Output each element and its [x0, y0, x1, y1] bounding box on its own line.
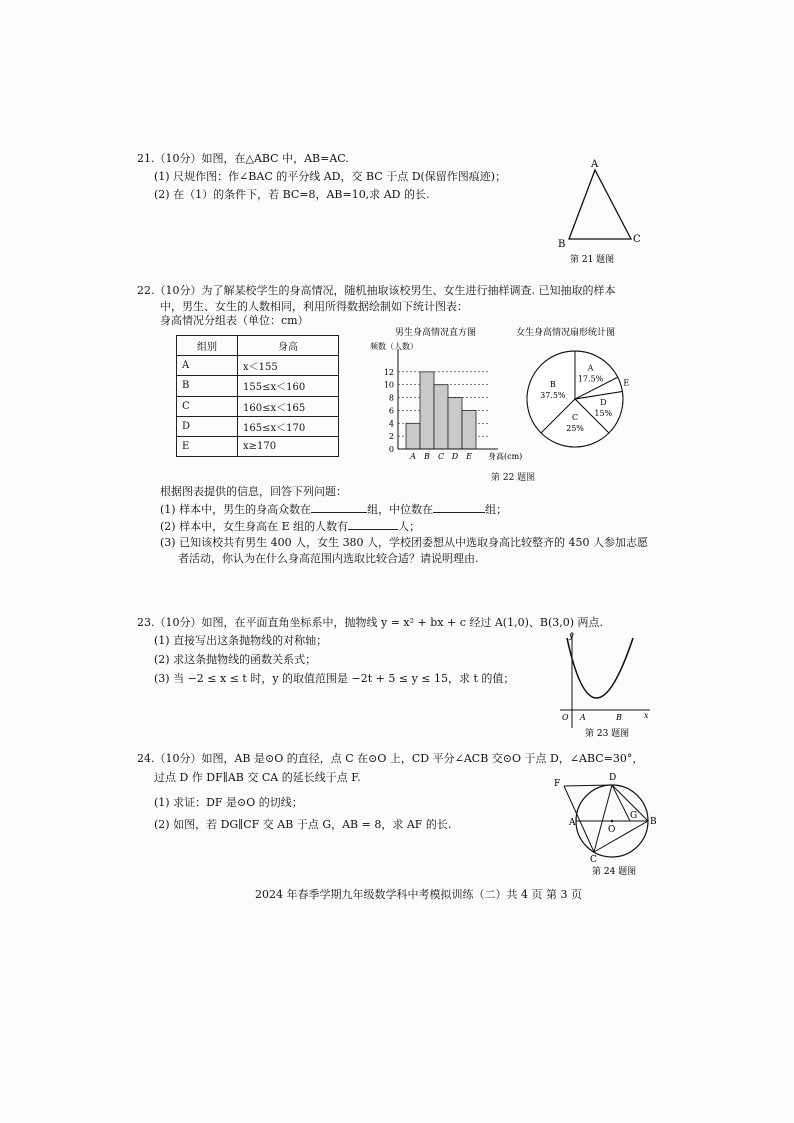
histogram-xlabel: 身高(cm) [488, 452, 523, 461]
q23-parabola-figure [555, 628, 655, 740]
x-tick-label: C [437, 452, 445, 461]
histogram-ylabel: 频数（人数） [370, 342, 418, 351]
q24-circle-figure [550, 768, 660, 880]
label-b: B [616, 713, 622, 722]
q22-part2: (2) 样本中，女生身高在 E 组的人数有 人； [160, 520, 421, 533]
q22-part1: (1) 样本中，男生的身高众数在 组，中位数在 组； [160, 503, 508, 516]
table-row: B 155≤x＜160 [177, 376, 339, 396]
parabola-curve [567, 638, 633, 698]
q22-part3-cont: 者活动，你认为在什么身高范围内选取比较合适？请说明理由. [178, 552, 479, 565]
table-row: C 160≤x＜165 [177, 396, 339, 416]
q23-part2: (2) 求这条抛物线的函数关系式； [154, 653, 317, 666]
label-y: y [569, 631, 574, 640]
table-header-height: 身高 [238, 336, 339, 356]
pie-percent-A: 17.5% [577, 374, 604, 384]
line-dg [612, 785, 630, 821]
q22-heading-cont: 中，男生、女生的人数相同，利用所得数据绘制如下统计图表： [160, 300, 468, 313]
label-o: O [562, 713, 569, 722]
q21-triangle-figure [550, 155, 650, 267]
table-header-row [177, 336, 339, 356]
y-tick-label: 2 [388, 432, 394, 442]
q21-heading: 21.（10分）如图，在△ABC 中，AB=AC. [137, 152, 349, 165]
label-o: O [608, 825, 616, 835]
label-b: B [650, 817, 657, 827]
table-header-group: 组别 [177, 336, 238, 356]
answer-blank[interactable] [433, 502, 485, 513]
label-d: D [609, 773, 617, 783]
y-tick-label: 6 [388, 406, 394, 416]
pie-label-A: A [587, 363, 594, 373]
male-height-histogram [360, 322, 523, 462]
triangle-abc [569, 170, 631, 239]
table-row: D 165≤x＜170 [177, 416, 339, 436]
histogram-title: 男生身高情况直方图 [395, 328, 477, 338]
label-b: B [558, 239, 566, 250]
q24-part1: (1) 求证：DF 是⊙O 的切线； [154, 796, 303, 809]
table-row: A x＜155 [177, 356, 339, 376]
q21-caption: 第 21 题图 [570, 255, 615, 265]
q22-intro: 根据图表提供的信息，回答下列问题： [160, 485, 347, 498]
q21-part2: (2) 在（1）的条件下，若 BC=8，AB=10,求 AD 的长. [154, 188, 430, 201]
q21-part1: (1) 尺规作图：作∠BAC 的平分线 AD，交 BC 于点 D(保留作图痕迹)； [154, 170, 507, 183]
x-tick-label: D [451, 452, 459, 461]
label-x: x [644, 711, 649, 720]
q22-heading: 22.（10分）为了解某校学生的身高情况，随机抽取该校男生、女生进行抽样调查. 已知抽取的样本 [137, 284, 616, 297]
label-f: F [554, 779, 561, 789]
pie-label-C: C [571, 413, 579, 422]
line-cb [594, 821, 648, 852]
q24-heading-cont: 过点 D 作 DF∥AB 交 CA 的延长线于点 F. [154, 771, 361, 784]
label-a: A [591, 159, 599, 170]
q23-caption: 第 23 题图 [585, 729, 630, 739]
bar-D [448, 398, 462, 449]
q24-heading: 24.（10分）如图，AB 是⊙O 的直径，点 C 在⊙O 上，CD 平分∠ACB 交⊙O 于点 D，∠ABC=30°， [137, 752, 644, 765]
q22-part3: (3) 已知该校共有男生 400 人，女生 380 人，学校团委想从中选取身高比较整齐的 450 人参加志愿 [160, 536, 649, 549]
answer-blank[interactable] [348, 519, 398, 530]
pie-percent-B: 37.5% [540, 390, 566, 400]
y-tick-label: 0 [388, 445, 394, 454]
q24-caption: 第 24 题图 [592, 867, 637, 877]
q22-caption: 第 22 题图 [491, 473, 536, 483]
label-a: A [569, 818, 576, 828]
label-c: C [590, 855, 597, 865]
page-footer: 2024 年春季学期九年级数学科中考模拟训练（二）共 4 页 第 3 页 [255, 888, 582, 901]
pie-percent-C: 25% [566, 424, 584, 433]
bar-A [406, 423, 420, 449]
height-group-table [176, 335, 339, 457]
pie-label-E: E [623, 378, 630, 388]
table-row: E x≥170 [177, 436, 339, 456]
pie-label-D: D [600, 398, 607, 408]
x-tick-label: B [424, 452, 430, 461]
pie-percent-D: 15% [594, 409, 613, 419]
q23-part1: (1) 直接写出这条抛物线的对称轴； [154, 634, 328, 647]
y-tick-label: 12 [383, 367, 394, 377]
label-c: C [633, 234, 641, 245]
line-cd [594, 785, 612, 852]
bar-C [434, 385, 448, 449]
y-tick-label: 4 [388, 419, 394, 429]
label-a: A [580, 713, 586, 722]
q23-part3: (3) 当 −2 ≤ x ≤ t 时，y 的取值范围是 −2t + 5 ≤ y ≤ 15，求 t 的值； [154, 672, 515, 685]
female-height-pie [510, 322, 650, 457]
pie-title: 女生身高情况扇形统计图 [516, 328, 616, 338]
center-dot [611, 820, 614, 823]
y-tick-label: 10 [383, 380, 394, 390]
bar-B [420, 372, 434, 449]
q24-part2: (2) 如图，若 DG∥CF 交 AB 于点 G，AB = 8，求 AF 的长. [154, 818, 452, 831]
q23-heading: 23.（10分）如图，在平面直角坐标系中，抛物线 y = x² + bx + c 经过 A(1,0)、B(3,0) 两点. [137, 616, 604, 629]
table-title: 身高情况分组表（单位：cm） [160, 314, 309, 327]
x-tick-label: E [466, 452, 472, 461]
y-tick-label: 8 [388, 393, 394, 403]
bar-E [462, 410, 476, 449]
label-g: G [630, 811, 638, 821]
x-tick-label: A [410, 452, 416, 461]
answer-blank[interactable] [311, 502, 367, 513]
pie-label-B: B [549, 379, 556, 389]
